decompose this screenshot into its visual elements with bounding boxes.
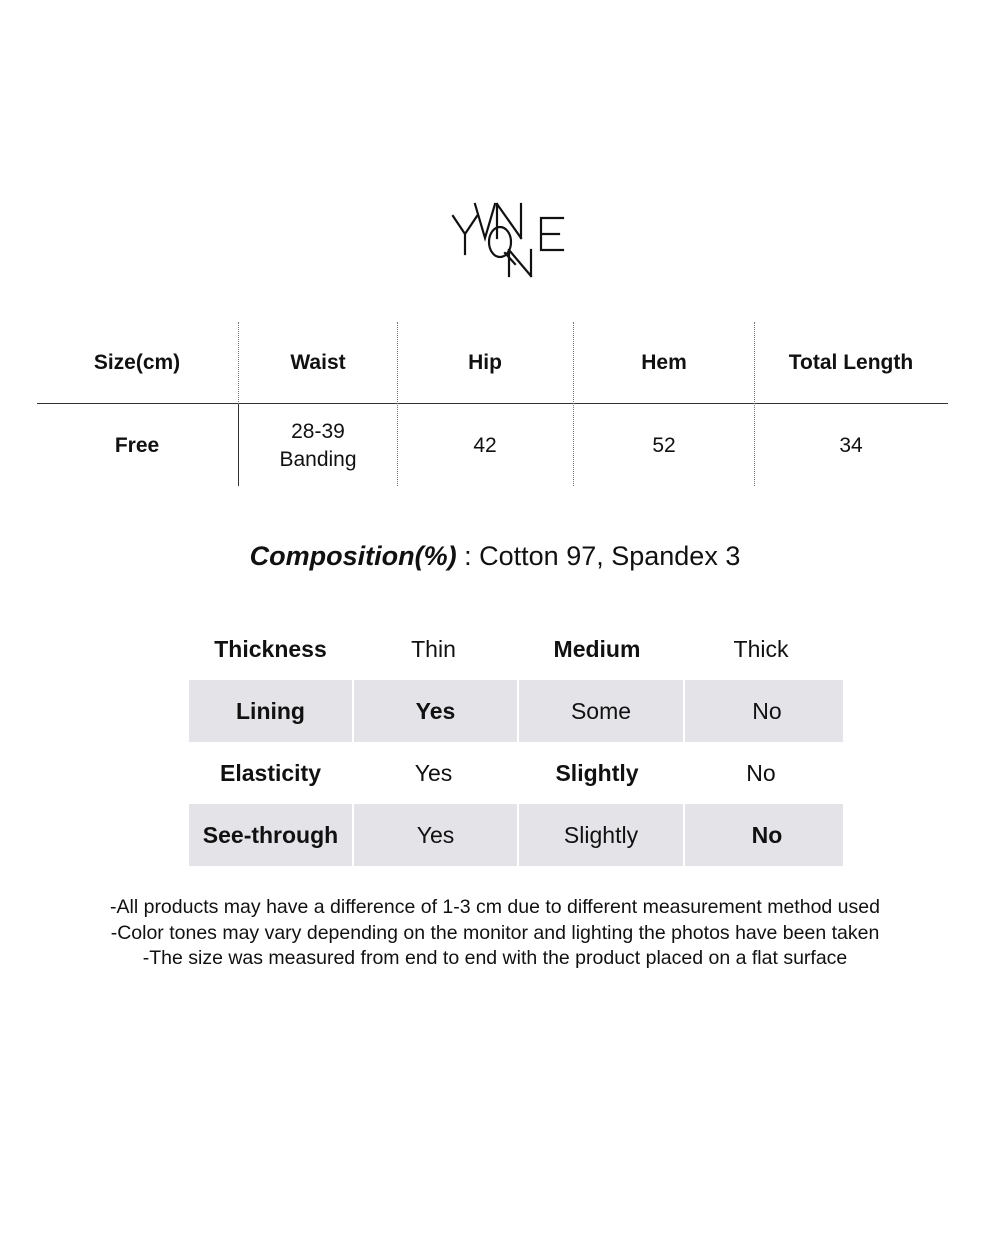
header-hip: Hip: [468, 351, 502, 374]
disclaimer-notes: [0, 895, 990, 972]
attribute-row-lining: [189, 680, 843, 742]
attribute-option-selected: No: [751, 821, 783, 848]
attribute-name: Thickness: [214, 635, 327, 662]
header-total-length: Total Length: [788, 351, 914, 374]
attribute-option: Yes: [414, 759, 453, 786]
column-divider: [573, 322, 574, 486]
attribute-row-see-through: [189, 804, 843, 866]
note-line: -Color tones may vary depending on the monitor and lighting the photos have been taken: [110, 921, 880, 944]
waist-note: Banding: [279, 448, 357, 471]
attribute-option: No: [752, 697, 782, 724]
composition: [0, 536, 990, 576]
size-value: Free: [114, 434, 160, 457]
total-length-value: 34: [839, 434, 863, 457]
attribute-option-selected: Yes: [354, 680, 519, 742]
column-divider: [754, 322, 755, 486]
attribute-option-selected: Slightly: [555, 759, 639, 786]
attribute-table: [189, 618, 843, 866]
header-waist: Waist: [290, 351, 346, 374]
attribute-option: Some: [519, 680, 685, 742]
header-divider: [37, 403, 948, 404]
hem-value: 52: [652, 434, 676, 457]
note-line: -The size was measured from end to end with the product placed on a flat surface: [142, 947, 848, 969]
attribute-option: Yes: [354, 804, 519, 866]
brand-logo: [445, 198, 575, 280]
attribute-option: Thin: [411, 635, 456, 662]
attribute-name: Lining: [189, 680, 354, 742]
header-size: Size(cm): [93, 351, 181, 374]
composition-separator: :: [456, 541, 480, 571]
waist-range: 28-39: [291, 420, 345, 443]
attribute-option: Slightly: [519, 804, 685, 866]
attribute-row-thickness: [189, 618, 843, 680]
attribute-option: No: [746, 759, 776, 786]
header-hem: Hem: [641, 351, 687, 374]
size-table: [37, 322, 948, 486]
brand-logo-icon: [445, 198, 575, 280]
note-line: -All products may have a difference of 1-3 cm due to different measurement method used: [110, 896, 880, 918]
attribute-row-elasticity: [189, 742, 843, 804]
column-divider: [397, 322, 398, 486]
attribute-option: Thick: [733, 635, 789, 662]
waist-value: [279, 418, 356, 474]
attribute-name: See-through: [189, 804, 354, 866]
composition-label: Composition(%): [249, 541, 457, 571]
composition-value: Cotton 97, Spandex 3: [479, 541, 741, 571]
attribute-name: Elasticity: [220, 759, 321, 786]
hip-value: 42: [473, 434, 497, 457]
column-divider-solid: [238, 404, 239, 486]
attribute-option-selected: Medium: [553, 635, 641, 662]
